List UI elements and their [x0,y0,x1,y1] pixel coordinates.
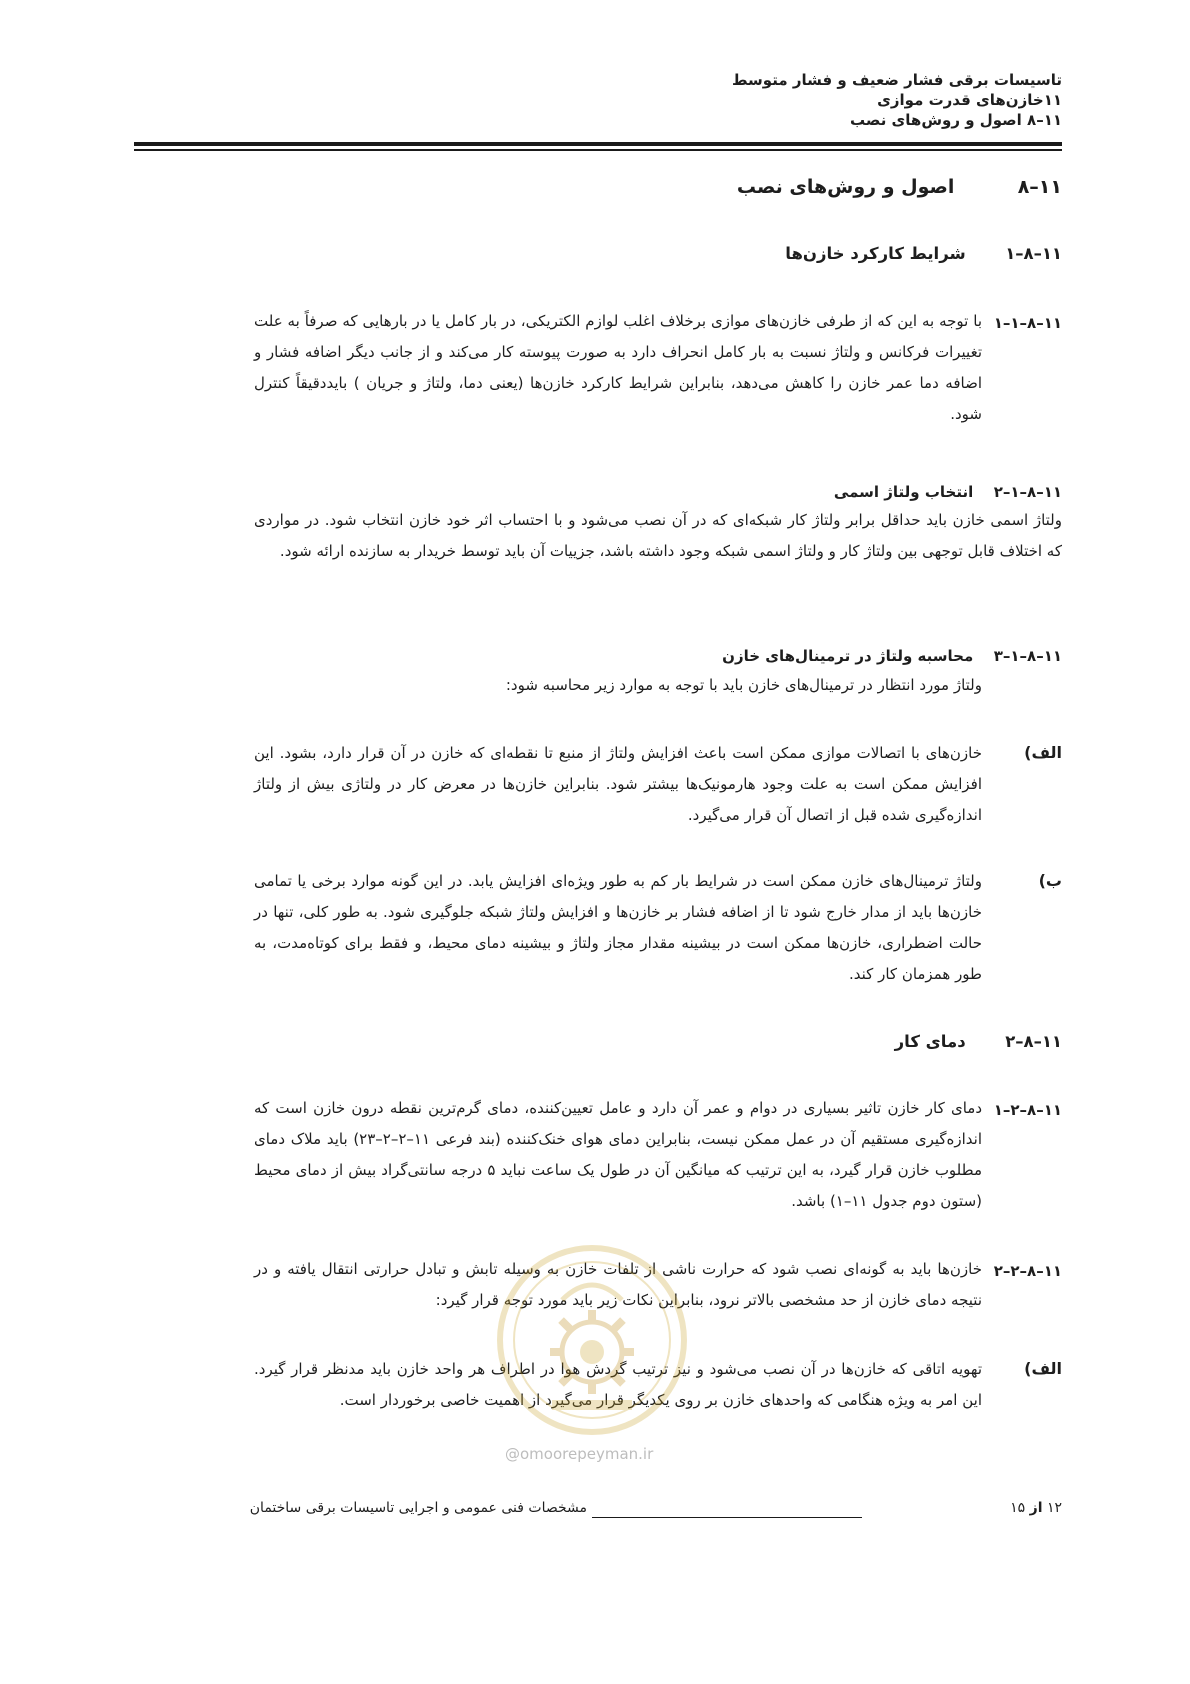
section-title: اصول و روش‌های نصب [736,176,955,198]
subsection-2-number: ۱۱–۸–۲ [1005,1032,1062,1051]
clause-number-11-8-2-1: ۱۱–۸–۲–۱ [993,1101,1062,1119]
page-number [1010,1500,1062,1516]
footer-title: مشخصات فنی عمومی و اجرایی تاسیسات برقی ساختمان [249,1500,587,1516]
list-item-label-alef-2: الف) [1024,1359,1062,1378]
clause-text-11-8-2-1: دمای کار خازن تاثیر بسیاری در دوام و عمر آن دارد و عامل تعیین‌کننده، دمای گرم‌ترین نقطه درون خازن است که اندازه‌گیری مستقیم آن در عمل ممکن نیست، بنابراین دمای هوای خنک‌کننده (بند فرعی ۱۱–۲–۲–۲۳) باید ملاک دمای مطلوب خازن قرار گیرد، به این ترتیب که میانگین آن در طول یک ساعت نباید ۵ درجه سانتی‌گراد بیش از دمای محیط (ستون دوم جدول ۱۱–۱) باشد. [254,1099,982,1210]
subsection-1-number: ۱۱–۸–۱ [1005,244,1062,263]
header-divider-thin [134,149,1062,151]
list-item-label-be: ب) [1038,871,1062,890]
list-item-text-alef: خازن‌های با اتصالات موازی ممکن است باعث افزایش ولتاژ از منبع تا نقطه‌ای که خازن در آن قرار دارد، بشود. این افزایش ممکن است به علت وجود هارمونیک‌ها بیشتر شود. بنابراین خازن‌ها در معرض کار در ولتاژی بیش از ولتاژ اندازه‌گیری شده قبل از اتصال آن قرار می‌گیرد. [254,744,982,824]
clause-number-11-8-1-3: ۱۱–۸–۱–۳ [993,647,1062,665]
footer-divider [592,1517,862,1518]
clause-title-11-8-1-2: انتخاب ولتاژ اسمی [833,483,974,501]
subsection-2-heading [895,1032,1062,1051]
header-divider-thick [134,142,1062,146]
section-heading [737,176,1062,198]
list-item-label-alef: الف) [1024,743,1062,762]
clause-number-11-8-2-2: ۱۱–۸–۲–۲ [993,1262,1062,1280]
clause-heading-11-8-1-2 [834,483,1062,501]
subsection-1-heading [785,244,1062,263]
header-line-2: ۱۱خازن‌های قدرت موازی [877,91,1062,109]
watermark-seal-icon [492,1240,692,1440]
watermark-site-text: @omoorepeyman.ir [505,1445,654,1463]
clause-text-11-8-1-1: با توجه به این که از طرفی خازن‌های موازی برخلاف اغلب لوازم الکتریکی، در بار کامل یا در بارهایی که صرفاً به علت تغییرات فرکانس و ولتاژ نسبت به بار کامل انحراف دارد به صورت پیوسته کار می‌کند و از جانب دیگر اضافه فشار و اضافه دما عمر خازن را کاهش می‌دهد، بنابراین شرایط کارکرد خازن‌ها (یعنی دما، ولتاژ و جریان ) بایددقیقاً کنترل شود. [254,312,982,423]
section-number: ۱۱–۸ [1017,176,1062,198]
subsection-2-title: دمای کار [894,1032,966,1051]
header-line-3: ۱۱–۸ اصول و روش‌های نصب [850,111,1062,129]
page-total: ۱۵ [1010,1500,1026,1516]
clause-number-11-8-1-1: ۱۱–۸–۱–۱ [993,314,1062,332]
watermark-at-icon: @ [505,1445,520,1463]
running-header [132,70,1062,130]
header-line-1: تاسیسات برقی فشار ضعیف و فشار متوسط [731,71,1062,89]
page-of: از [1029,1500,1043,1516]
list-item-text-alef-2: تهویه اتاقی که خازن‌ها در آن نصب می‌شود و نیز ترتیب گردش هوا در اطراف هر واحد خازن باید مدنظر قرار گیرد. این امر به ویژه هنگامی که واحدهای خازن بر روی یکدیگر قرار می‌گیرد از اهمیت خاصی برخوردار است. [254,1360,982,1409]
clause-number-11-8-1-2: ۱۱–۸–۱–۲ [993,483,1062,501]
clause-title-11-8-1-3: محاسبه ولتاژ در ترمینال‌های خازن [722,647,974,665]
list-item-text-be: ولتاژ ترمینال‌های خازن ممکن است در شرایط بار کم به طور ویژه‌ای افزایش یابد. در این گونه موارد برخی یا تمامی خازن‌ها باید از مدار خارج شود تا از اضافه فشار بر خازن‌ها و افزایش ولتاژ شبکه جلوگیری شود. به طور کلی، تنها در حالت اضطراری، خازن‌ها ممکن است در بیشینه مقدار مجاز ولتاژ و بیشینه دمای محیط، و فقط برای کوتاه‌مدت، به طور همزمان کار کند. [254,872,982,983]
page-current: ۱۲ [1046,1500,1062,1516]
clause-text-11-8-1-2: ولتاژ اسمی خازن باید حداقل برابر ولتاژ کار شبکه‌ای که در آن نصب می‌شود و با احتساب اثر خود خازن انتخاب شود. در مواردی که اختلاف قابل توجهی بین ولتاژ کار و ولتاژ اسمی شبکه وجود داشته باشد، جزییات آن باید توسط خریدار به سازنده ارائه شود. [254,511,1062,560]
clause-text-11-8-2-2: خازن‌ها باید به گونه‌ای نصب شود که حرارت ناشی از تلفات خازن به وسیله تابش و تبادل حرارتی انتقال یافته و در نتیجه دمای خازن از حد مشخصی بالاتر نرود، بنابراین نکات زیر باید مورد توجه قرار گیرد: [254,1260,982,1309]
clause-heading-11-8-1-3 [722,647,1062,665]
subsection-1-title: شرایط کارکرد خازن‌ها [785,244,966,263]
clause-text-11-8-1-3: ولتاژ مورد انتظار در ترمینال‌های خازن باید با توجه به موارد زیر محاسبه شود: [505,676,982,694]
